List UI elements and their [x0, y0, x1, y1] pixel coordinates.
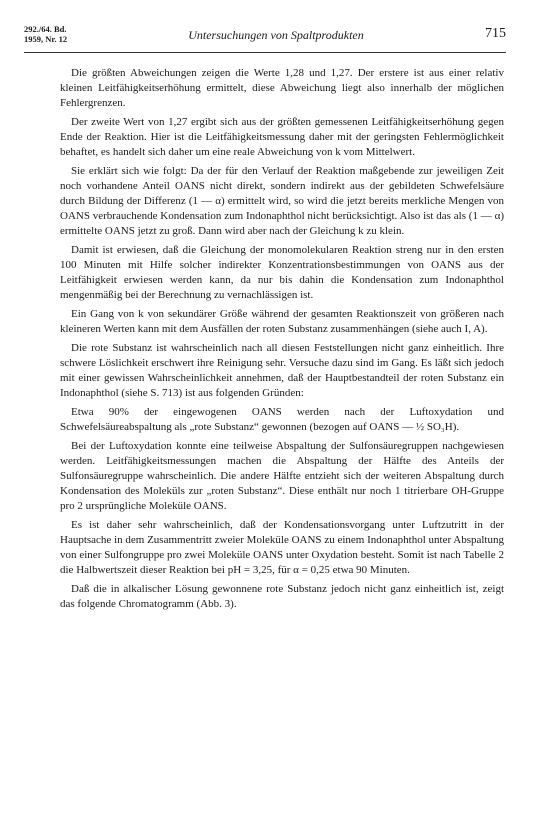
page-header	[0, 22, 552, 62]
paragraph: Der zweite Wert von 1,27 ergibt sich aus der größten gemessenen Leitfähigkeitserhöhung gegen Ende der Reaktion. Hier ist die Leitfähigkeitsmessung daher mit der geringsten Fehlermöglichkeit behaftet, es handelt sich daher um eine reale Abweichung von k vom Mittelwert.	[60, 116, 504, 158]
journal-issue: 1959, Nr. 12	[24, 34, 68, 44]
paragraph: Ein Gang von k von sekundärer Größe während der gesamten Reaktionszeit von größeren nach kleineren Werten kann mit dem Ausfällen der roten Substanz zusammenhängen (siehe auch I, A).	[60, 308, 504, 335]
paragraph: Es ist daher sehr wahrscheinlich, daß der Kondensationsvorgang unter Luftzutritt in der Hauptsache in dem Zusammentritt zweier Moleküle OANS zu einem Indonaphthol unter Abspaltung von einer Sulfongruppe pro zwei Moleküle OANS unter Oxydation besteht. Somit ist nach Tabelle 2 die Halbwertszeit dieser Reaktion bei pH = 3,25, für α = 0,25 etwa 90 Minuten.	[60, 519, 504, 576]
paragraph: Sie erklärt sich wie folgt: Da der für den Verlauf der Reaktion maßgebende zur jeweiligen Zeit noch vorhandene Anteil OANS nicht direkt, sondern indirekt aus der gebildeten Schwefelsäure durch Bildung der Differenz (1 — α) ermittelt wird, so wird die jetzt bereits merkliche Mengen von OANS verbrauchende Kondensation zum Indonaphthol nicht berücksichtigt. Also ist das als (1 — α) ermittelte OANS jetzt zu groß. Dann wird aber nach der Gleichung k zu klein.	[60, 165, 504, 237]
page-number: 715	[485, 26, 506, 41]
paragraph: Etwa 90% der eingewogenen OANS werden nach der Luftoxydation und Schwefelsäureabspaltung als „rote Substanz“ gewonnen (bezogen auf OANS — ½ SO₃H).	[60, 406, 504, 433]
paragraph: Damit ist erwiesen, daß die Gleichung der monomolekularen Reaktion streng nur in den ersten 100 Minuten mit Hilfe solcher indirekter Konzentrationsbestimmungen von OANS aus der Leitfähigkeit erwiesen werden kann, da nur bis dahin die Kondensation zum Indonaphthol mengenmäßig bei der Berechnung zu vernachlässigen ist.	[60, 244, 504, 301]
journal-volume: 292./64. Bd.	[24, 24, 67, 34]
paragraph: Die rote Substanz ist wahrscheinlich nach all diesen Feststellungen nicht ganz einheitlich. Ihre schwere Löslichkeit erschwert ihre Reinigung sehr. Versuche dazu sind im Gang. Es läßt sich jedoch mit einer gewissen Wahrscheinlichkeit annehmen, daß der Hauptbestandteil der roten Substanz ein Indonaphthol (siehe S. 713) ist aus folgenden Gründen:	[60, 342, 504, 399]
header-rule	[24, 52, 506, 53]
paragraph: Daß die in alkalischer Lösung gewonnene rote Substanz jedoch nicht ganz einheitlich ist, zeigt das folgende Chromatogramm (Abb. 3).	[60, 583, 504, 610]
body-text	[60, 66, 504, 616]
paragraph: Die größten Abweichungen zeigen die Werte 1,28 und 1,27. Der erstere ist aus einer relativ kleinen Leitfähigkeitserhöhung ermittelt, diese Abweichung liegt also innerhalb der möglichen Fehlergrenzen.	[60, 67, 504, 109]
running-title: Untersuchungen von Spaltprodukten	[188, 28, 364, 42]
paragraph: Bei der Luftoxydation konnte eine teilweise Abspaltung der Sulfonsäuregruppen nachgewiesen werden. Leitfähigkeitsmessungen machen die Abspaltung der Hälfte des Anteils der Sulfonsäuregruppe wahrscheinlich. Die andere Hälfte entzieht sich der weiteren Abspaltung durch Kondensation des Moleküls zur „roten Substanz“. Diese enthält nur noch 1 titrierbare OH-Gruppe pro 2 ursprüngliche Moleküle OANS.	[60, 440, 504, 512]
